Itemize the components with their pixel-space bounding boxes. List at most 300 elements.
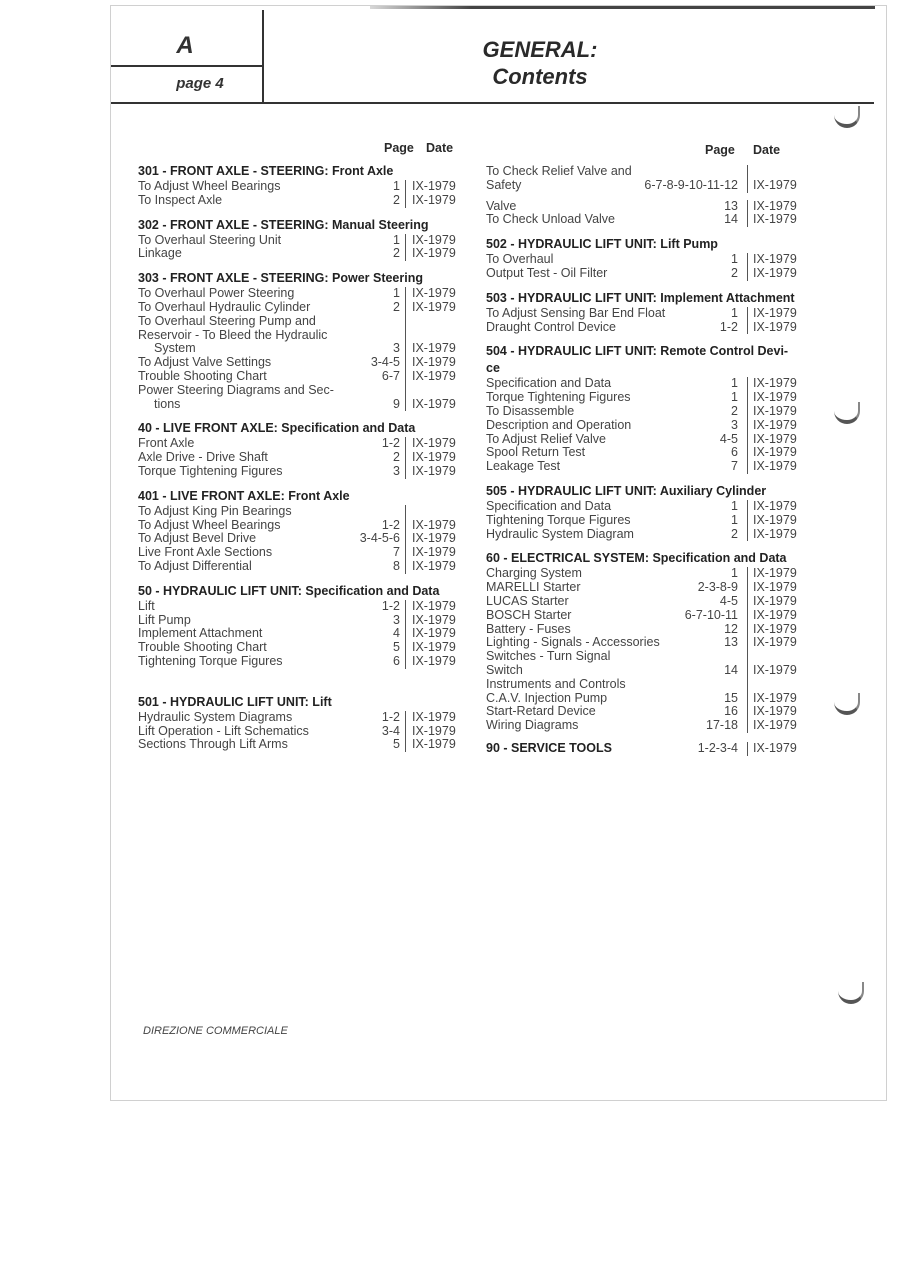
- entry-title: Lift Pump: [138, 612, 191, 627]
- contents-entry: [138, 398, 463, 412]
- entry-title: To Adjust Sensing Bar End Float: [486, 305, 666, 320]
- entry-date: IX-1979: [753, 662, 797, 677]
- entry-title: MARELLI Starter: [486, 580, 581, 595]
- contents-entry: [486, 595, 804, 609]
- contents-entry: [138, 315, 463, 329]
- column-divider: [747, 636, 748, 650]
- spacer: [486, 227, 804, 236]
- contents-entry: [486, 460, 804, 474]
- column-divider: [747, 213, 748, 227]
- contents-entry: [486, 213, 804, 227]
- entry-page: 6: [393, 653, 400, 668]
- column-divider: [405, 247, 406, 261]
- entry-date: IX-1979: [753, 607, 797, 622]
- date-column-header: Date: [753, 143, 781, 157]
- entry-page: 5: [393, 737, 400, 752]
- entry-page: 6-7-10-11: [684, 607, 738, 622]
- entry-page: 4-5: [719, 431, 738, 446]
- entry-page: 3: [393, 612, 400, 627]
- column-divider: [405, 451, 406, 465]
- page-column-header: Page: [705, 143, 735, 157]
- column-divider: [747, 623, 748, 637]
- entry-page: 1-2-3-4: [697, 740, 738, 755]
- entry-title: To Adjust Relief Valve: [486, 431, 606, 446]
- entry-date: IX-1979: [753, 431, 797, 446]
- entry-date: IX-1979: [412, 517, 456, 532]
- entry-page: 3: [393, 463, 400, 478]
- entry-title: C.A.V. Injection Pump: [486, 690, 608, 705]
- contents-entry: [138, 627, 463, 641]
- entry-date: IX-1979: [412, 396, 456, 411]
- entry-date: IX-1979: [412, 709, 456, 724]
- entry-date: IX-1979: [412, 626, 456, 641]
- entry-page: 17-18: [706, 718, 738, 733]
- contents-entry: [486, 719, 804, 733]
- section-heading: 60 - ELECTRICAL SYSTEM: Specification and Data: [486, 551, 787, 566]
- column-divider: [405, 738, 406, 752]
- header-divider-vertical: [262, 10, 264, 104]
- contents-entry: [486, 609, 804, 623]
- entry-page: 3-4-5-6: [359, 531, 400, 546]
- spacer: [138, 208, 463, 217]
- entry-date: IX-1979: [412, 737, 456, 752]
- section-heading: 50 - HYDRAULIC LIFT UNIT: Specification and Data: [138, 583, 440, 598]
- entry-page: 9: [393, 396, 400, 411]
- entry-title: Description and Operation: [486, 417, 632, 432]
- column-divider: [747, 200, 748, 214]
- contents-entry: [138, 560, 463, 574]
- column-divider: [747, 742, 748, 756]
- entry-page: 1-2: [381, 436, 400, 451]
- column-divider: [405, 287, 406, 301]
- column-divider: [405, 370, 406, 384]
- entry-date: IX-1979: [753, 319, 797, 334]
- entry-page: 1: [393, 232, 400, 247]
- entry-page: 2: [731, 403, 738, 418]
- entry-date: IX-1979: [412, 463, 456, 478]
- entry-date: IX-1979: [412, 299, 456, 314]
- entry-title: Draught Control Device: [486, 319, 616, 334]
- column-divider: [747, 377, 748, 391]
- column-divider: [405, 641, 406, 655]
- entry-page: 1: [731, 498, 738, 513]
- entry-title: To Check Unload Valve: [486, 212, 616, 227]
- entry-date: IX-1979: [412, 179, 456, 193]
- entry-title: To Overhaul Steering Unit: [138, 232, 282, 247]
- entry-date: IX-1979: [753, 512, 797, 527]
- column-divider: [405, 234, 406, 248]
- entry-title: Instruments and Controls: [486, 676, 626, 691]
- contents-entry: [138, 519, 463, 533]
- column-divider: [747, 692, 748, 706]
- entry-page: 5: [393, 640, 400, 655]
- entry-title: Specification and Data: [486, 376, 612, 391]
- column-divider: [747, 446, 748, 460]
- column-divider: [747, 581, 748, 595]
- column-divider: [405, 614, 406, 628]
- section-heading: 40 - LIVE FRONT AXLE: Specification and Data: [138, 421, 416, 436]
- entry-date: IX-1979: [412, 368, 456, 383]
- section-heading: 501 - HYDRAULIC LIFT UNIT: Lift: [138, 694, 332, 709]
- entry-date: IX-1979: [412, 545, 456, 560]
- contents-entry: [486, 636, 804, 650]
- entry-title: Lighting - Signals - Accessories: [486, 635, 660, 650]
- entry-title: tions: [154, 396, 181, 411]
- column-divider: [405, 519, 406, 533]
- entry-page: 1: [731, 512, 738, 527]
- entry-date: IX-1979: [412, 246, 456, 261]
- entry-page: 1: [731, 390, 738, 405]
- entry-title: To Adjust Wheel Bearings: [138, 517, 281, 532]
- column-divider: [405, 356, 406, 370]
- column-divider: [747, 567, 748, 581]
- entry-date: IX-1979: [412, 450, 456, 465]
- entry-title: Front Axle: [138, 436, 195, 451]
- column-divider: [747, 719, 748, 733]
- contents-entry: [486, 692, 804, 706]
- entry-date: IX-1979: [753, 566, 797, 581]
- column-divider: [405, 301, 406, 315]
- entry-page: 8: [393, 558, 400, 573]
- contents-entry: [138, 384, 463, 398]
- entry-title: Spool Return Test: [486, 445, 586, 460]
- entry-page: 3-4-5: [370, 355, 400, 370]
- entry-title: To Adjust Valve Settings: [138, 355, 272, 370]
- entry-page: 1-2: [719, 319, 738, 334]
- entry-date: IX-1979: [753, 417, 797, 432]
- entry-date: IX-1979: [753, 621, 797, 636]
- entry-date: IX-1979: [412, 612, 456, 627]
- column-divider: [747, 514, 748, 528]
- right-sections: [486, 165, 804, 756]
- contents-entry: [486, 419, 804, 433]
- entry-title: To Overhaul Power Steering: [138, 286, 295, 301]
- column-divider: [405, 398, 406, 412]
- entry-title: BOSCH Starter: [486, 607, 572, 622]
- entry-title: Sections Through Lift Arms: [138, 737, 288, 752]
- entry-title: Lift: [138, 598, 155, 613]
- entry-page: 1-2: [381, 598, 400, 613]
- entry-date: IX-1979: [753, 305, 797, 320]
- contents-entry: [138, 356, 463, 370]
- entry-title: Torque Tightening Figures: [138, 463, 283, 478]
- contents-entry: [486, 391, 804, 405]
- contents-entry: [486, 446, 804, 460]
- left-sections: [138, 163, 463, 752]
- column-divider: [405, 546, 406, 560]
- contents-entry: [138, 546, 463, 560]
- contents-entry: [138, 370, 463, 384]
- contents-entry: [486, 267, 804, 281]
- entry-date: IX-1979: [412, 341, 456, 356]
- entry-page: 1: [393, 286, 400, 301]
- entry-page: 1-2: [381, 709, 400, 724]
- contents-entry: [138, 234, 463, 248]
- entry-date: IX-1979: [753, 498, 797, 513]
- entry-title: To Overhaul Steering Pump and: [138, 313, 316, 328]
- entry-page: 13: [724, 635, 738, 650]
- entry-page: 4-5: [719, 593, 738, 608]
- spacer: [486, 334, 804, 343]
- entry-page: 6-7-8-9-10-11-12: [644, 177, 738, 192]
- spacer: [486, 281, 804, 290]
- column-divider: [405, 329, 406, 343]
- entry-title: To Adjust Differential: [138, 558, 252, 573]
- column-divider: [747, 650, 748, 664]
- entry-title: To Overhaul Hydraulic Cylinder: [138, 299, 311, 314]
- entry-title: Battery - Fuses: [486, 621, 571, 636]
- entry-title: To Disassemble: [486, 403, 575, 418]
- column-divider: [747, 307, 748, 321]
- contents-entry: [486, 678, 804, 692]
- contents-entry: [486, 405, 804, 419]
- entry-page: 2-3-8-9: [697, 580, 738, 595]
- entry-date: IX-1979: [753, 445, 797, 460]
- entry-title: To Adjust Wheel Bearings: [138, 179, 281, 193]
- column-divider: [405, 711, 406, 725]
- entry-page: 1: [731, 305, 738, 320]
- column-divider: [405, 600, 406, 614]
- entry-title: Charging System: [486, 566, 582, 581]
- column-divider: [405, 194, 406, 208]
- entry-title: To Check Relief Valve and: [486, 164, 632, 178]
- entry-title: Specification and Data: [486, 498, 612, 513]
- column-divider: [405, 560, 406, 574]
- section-heading: 301 - FRONT AXLE - STEERING: Front Axle: [138, 164, 394, 178]
- contents-entry: [138, 342, 463, 356]
- entry-date: IX-1979: [753, 265, 797, 280]
- section-heading: 505 - HYDRAULIC LIFT UNIT: Auxiliary Cylinder: [486, 483, 767, 498]
- service-tools-entry: [486, 742, 804, 756]
- column-divider: [747, 460, 748, 474]
- contents-entry: [138, 532, 463, 546]
- contents-entry: [138, 437, 463, 451]
- entry-date: IX-1979: [412, 640, 456, 655]
- column-divider: [405, 725, 406, 739]
- contents-entry: [486, 165, 804, 179]
- contents-right-column: [486, 143, 804, 756]
- spacer: [138, 574, 463, 583]
- entry-title: Implement Attachment: [138, 626, 263, 641]
- entry-title: To Overhaul: [486, 252, 554, 267]
- entry-date: IX-1979: [753, 252, 797, 267]
- entry-date: IX-1979: [412, 286, 456, 301]
- column-divider: [747, 595, 748, 609]
- contents-entry: [138, 738, 463, 752]
- entry-page: 16: [724, 704, 738, 719]
- header-divider-bottom: [111, 102, 874, 104]
- entry-title: Tightening Torque Figures: [486, 512, 631, 527]
- column-divider: [405, 465, 406, 479]
- contents-entry: [138, 465, 463, 479]
- contents-entry: [486, 500, 804, 514]
- column-divider: [747, 267, 748, 281]
- entry-page: 1: [731, 376, 738, 391]
- entry-date: IX-1979: [412, 436, 456, 451]
- entry-date: IX-1979: [753, 690, 797, 705]
- contents-entry: [486, 200, 804, 214]
- contents-entry: [486, 377, 804, 391]
- entry-title: Lift Operation - Lift Schematics: [138, 723, 309, 738]
- entry-page: 14: [724, 212, 738, 227]
- contents-entry: [138, 287, 463, 301]
- column-divider: [405, 627, 406, 641]
- contents-entry: [138, 329, 463, 343]
- entry-title: Valve: [486, 198, 517, 213]
- entry-title: Torque Tightening Figures: [486, 390, 631, 405]
- column-divider: [747, 609, 748, 623]
- entry-date: IX-1979: [753, 390, 797, 405]
- entry-date: IX-1979: [753, 526, 797, 541]
- entry-title: LUCAS Starter: [486, 593, 569, 608]
- section-heading: 401 - LIVE FRONT AXLE: Front Axle: [138, 488, 350, 503]
- entry-title: Switch: [486, 662, 523, 677]
- section-heading: ce: [486, 361, 500, 376]
- entry-title: Trouble Shooting Chart: [138, 368, 267, 383]
- contents-entry: [486, 650, 804, 664]
- column-divider: [747, 179, 748, 193]
- column-divider: [747, 419, 748, 433]
- contents-entry: [486, 433, 804, 447]
- column-divider: [747, 321, 748, 335]
- contents-entry: [138, 247, 463, 261]
- entry-page: 2: [393, 450, 400, 465]
- entry-title: Trouble Shooting Chart: [138, 640, 267, 655]
- column-divider: [747, 528, 748, 542]
- section-letter: A: [176, 32, 194, 59]
- section-heading: 504 - HYDRAULIC LIFT UNIT: Remote Control Devi-: [486, 344, 789, 359]
- section-heading: 503 - HYDRAULIC LIFT UNIT: Implement Attachment: [486, 290, 795, 305]
- entry-title: To Adjust Bevel Drive: [138, 531, 257, 546]
- contents-entry: [138, 655, 463, 669]
- column-divider: [747, 391, 748, 405]
- entry-date: IX-1979: [412, 192, 456, 207]
- entry-date: IX-1979: [753, 459, 797, 474]
- column-divider: [405, 342, 406, 356]
- entry-page: 7: [393, 545, 400, 560]
- contents-entry: [486, 623, 804, 637]
- entry-page: 6: [731, 445, 738, 460]
- entry-title: Reservoir - To Bleed the Hydraulic: [138, 327, 328, 342]
- contents-entry: [486, 253, 804, 267]
- entry-date: IX-1979: [753, 177, 797, 192]
- entry-title: Axle Drive - Drive Shaft: [138, 450, 268, 465]
- contents-entry: [486, 528, 804, 542]
- entry-page: 4: [393, 626, 400, 641]
- contents-entry: [486, 705, 804, 719]
- entry-title: System: [154, 341, 196, 356]
- column-divider: [747, 405, 748, 419]
- contents-entry: [138, 194, 463, 208]
- entry-title: Switches - Turn Signal: [486, 649, 611, 664]
- entry-page: 3: [731, 417, 738, 432]
- entry-title: Hydraulic System Diagrams: [138, 709, 293, 724]
- spacer: [138, 479, 463, 488]
- contents-entry: [138, 180, 463, 194]
- contents-entry: [138, 301, 463, 315]
- column-headers: [138, 141, 463, 163]
- entry-title: Leakage Test: [486, 459, 561, 474]
- footer-text: DIREZIONE COMMERCIALE: [143, 1025, 288, 1037]
- contents-entry: [486, 321, 804, 335]
- entry-page: 15: [724, 690, 738, 705]
- section-heading: 302 - FRONT AXLE - STEERING: Manual Steering: [138, 217, 429, 232]
- column-divider: [747, 500, 748, 514]
- entry-date: IX-1979: [753, 718, 797, 733]
- column-divider: [405, 437, 406, 451]
- entry-title: Safety: [486, 177, 522, 192]
- section-heading: 502 - HYDRAULIC LIFT UNIT: Lift Pump: [486, 237, 718, 252]
- entry-page: 7: [731, 459, 738, 474]
- contents-entry: [138, 451, 463, 465]
- spacer: [486, 541, 804, 550]
- column-divider: [747, 433, 748, 447]
- contents-entry: [138, 725, 463, 739]
- entry-page: 1: [393, 179, 400, 193]
- contents-entry: [138, 614, 463, 628]
- spacer: [486, 474, 804, 483]
- entry-title: Live Front Axle Sections: [138, 545, 273, 560]
- entry-date: IX-1979: [412, 723, 456, 738]
- entry-title: Wiring Diagrams: [486, 718, 579, 733]
- header-top-rule: [370, 6, 875, 9]
- entry-page: 2: [731, 526, 738, 541]
- entry-page: 14: [724, 662, 738, 677]
- entry-page: 2: [393, 246, 400, 261]
- entry-date: IX-1979: [753, 704, 797, 719]
- entry-date: IX-1979: [753, 212, 797, 227]
- contents-entry: [486, 664, 804, 678]
- page-title-line2: Contents: [492, 64, 588, 89]
- contents-entry: [138, 505, 463, 519]
- entry-date: IX-1979: [412, 355, 456, 370]
- entry-date: IX-1979: [753, 376, 797, 391]
- header-divider-left: [111, 65, 263, 67]
- entry-title: 90 - SERVICE TOOLS: [486, 740, 612, 755]
- entry-date: IX-1979: [412, 558, 456, 573]
- spacer: [138, 411, 463, 420]
- contents-entry: [486, 307, 804, 321]
- entry-title: Linkage: [138, 246, 182, 261]
- section-heading: 303 - FRONT AXLE - STEERING: Power Steering: [138, 271, 423, 286]
- column-headers-right: [486, 143, 804, 165]
- column-divider: [405, 315, 406, 329]
- entry-date: IX-1979: [412, 598, 456, 613]
- page-title: [440, 36, 640, 90]
- contents-entry: [486, 179, 804, 193]
- column-divider: [405, 655, 406, 669]
- entry-date: IX-1979: [753, 198, 797, 213]
- entry-page: 1: [731, 252, 738, 267]
- entry-page: 13: [724, 198, 738, 213]
- column-divider: [747, 678, 748, 692]
- column-divider: [405, 180, 406, 194]
- entry-title: Tightening Torque Figures: [138, 653, 283, 668]
- column-divider: [405, 384, 406, 398]
- page-column-header: Page: [384, 141, 414, 155]
- entry-date: IX-1979: [753, 740, 797, 755]
- entry-date: IX-1979: [753, 403, 797, 418]
- contents-entry: [138, 600, 463, 614]
- entry-date: IX-1979: [753, 593, 797, 608]
- entry-title: Hydraulic System Diagram: [486, 526, 634, 541]
- entry-date: IX-1979: [412, 531, 456, 546]
- spacer: [138, 669, 463, 694]
- entry-page: 3-4: [381, 723, 400, 738]
- column-divider: [405, 505, 406, 519]
- contents-entry: [486, 567, 804, 581]
- entry-date: IX-1979: [412, 232, 456, 247]
